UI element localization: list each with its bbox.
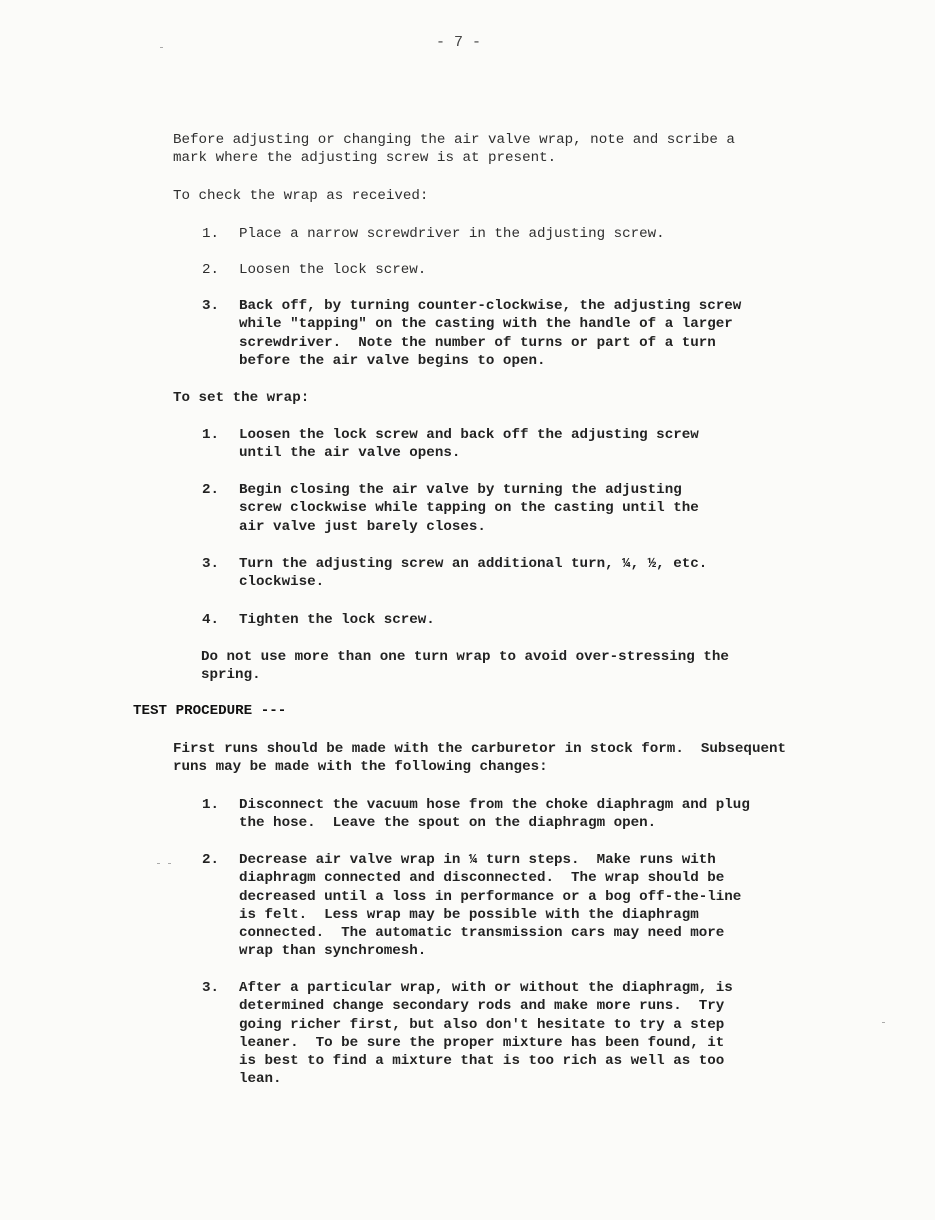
set-wrap-heading: To set the wrap: (173, 390, 310, 406)
step-number: 2. (202, 852, 220, 868)
step-number: 2. (202, 482, 220, 498)
test-step-1 (202, 796, 750, 833)
check-step-3 (202, 297, 741, 370)
step-text: Disconnect the vacuum hose from the choke diaphragm and plug the hose. Leave the spout on the diaphragm open. (239, 797, 750, 832)
step-text: Turn the adjusting screw an additional turn, ¼, ½, etc. clockwise. (239, 556, 708, 591)
scan-speck (168, 863, 171, 864)
step-text: After a particular wrap, with or without the diaphragm, is determined change secondary rods and make more runs. Try going richer first, but also don't hesitate to try a step leaner. To be sure the proper mixture has been found, it is best to find a mixture that is too rich as well as too lean. (239, 980, 733, 1088)
step-text: Decrease air valve wrap in ¼ turn steps. Make runs with diaphragm connected and disconnected. The wrap should be decreased until a loss in performance or a bog off-the-line is felt. Less wrap may be possible with the diaphragm connected. The automatic transmission cars may need more wrap than synchromesh. (239, 852, 742, 960)
test-intro-paragraph: First runs should be made with the carburetor in stock form. Subsequent runs may be made with the following changes: (173, 741, 786, 776)
check-step-2 (202, 261, 426, 279)
step-number: 4. (202, 612, 220, 628)
step-number: 1. (202, 226, 220, 242)
step-text: Back off, by turning counter-clockwise, the adjusting screw while "tapping" on the casting with the handle of a larger screwdriver. Note the number of turns or part of a turn before the air valve begins to open. (239, 298, 742, 369)
step-number: 2. (202, 262, 220, 278)
set-step-3 (202, 555, 707, 592)
test-step-2 (202, 851, 741, 961)
caution-note: Do not use more than one turn wrap to avoid over-stressing the spring. (201, 649, 729, 684)
check-wrap-heading: To check the wrap as received: (173, 188, 429, 204)
step-number: 1. (202, 427, 220, 443)
scan-speck (157, 863, 160, 864)
check-step-1 (202, 225, 665, 243)
test-step-3 (202, 979, 733, 1089)
set-step-4 (202, 611, 435, 629)
step-text: Loosen the lock screw. (239, 262, 427, 278)
step-number: 3. (202, 980, 220, 996)
page-number: - 7 - (436, 34, 482, 51)
step-number: 1. (202, 797, 220, 813)
set-step-1 (202, 426, 699, 463)
step-number: 3. (202, 556, 220, 572)
scan-speck (882, 1022, 885, 1023)
step-text: Place a narrow screwdriver in the adjusting screw. (239, 226, 665, 242)
step-text: Begin closing the air valve by turning the adjusting screw clockwise while tapping on the casting until the air valve just barely closes. (239, 482, 699, 535)
step-number: 3. (202, 298, 220, 314)
test-procedure-heading: TEST PROCEDURE --- (133, 703, 287, 719)
scan-speck (160, 47, 163, 48)
step-text: Loosen the lock screw and back off the adjusting screw until the air valve opens. (239, 427, 699, 462)
step-text: Tighten the lock screw. (239, 612, 435, 628)
intro-paragraph: Before adjusting or changing the air valve wrap, note and scribe a mark where the adjusting screw is at present. (173, 132, 735, 167)
set-step-2 (202, 481, 699, 536)
